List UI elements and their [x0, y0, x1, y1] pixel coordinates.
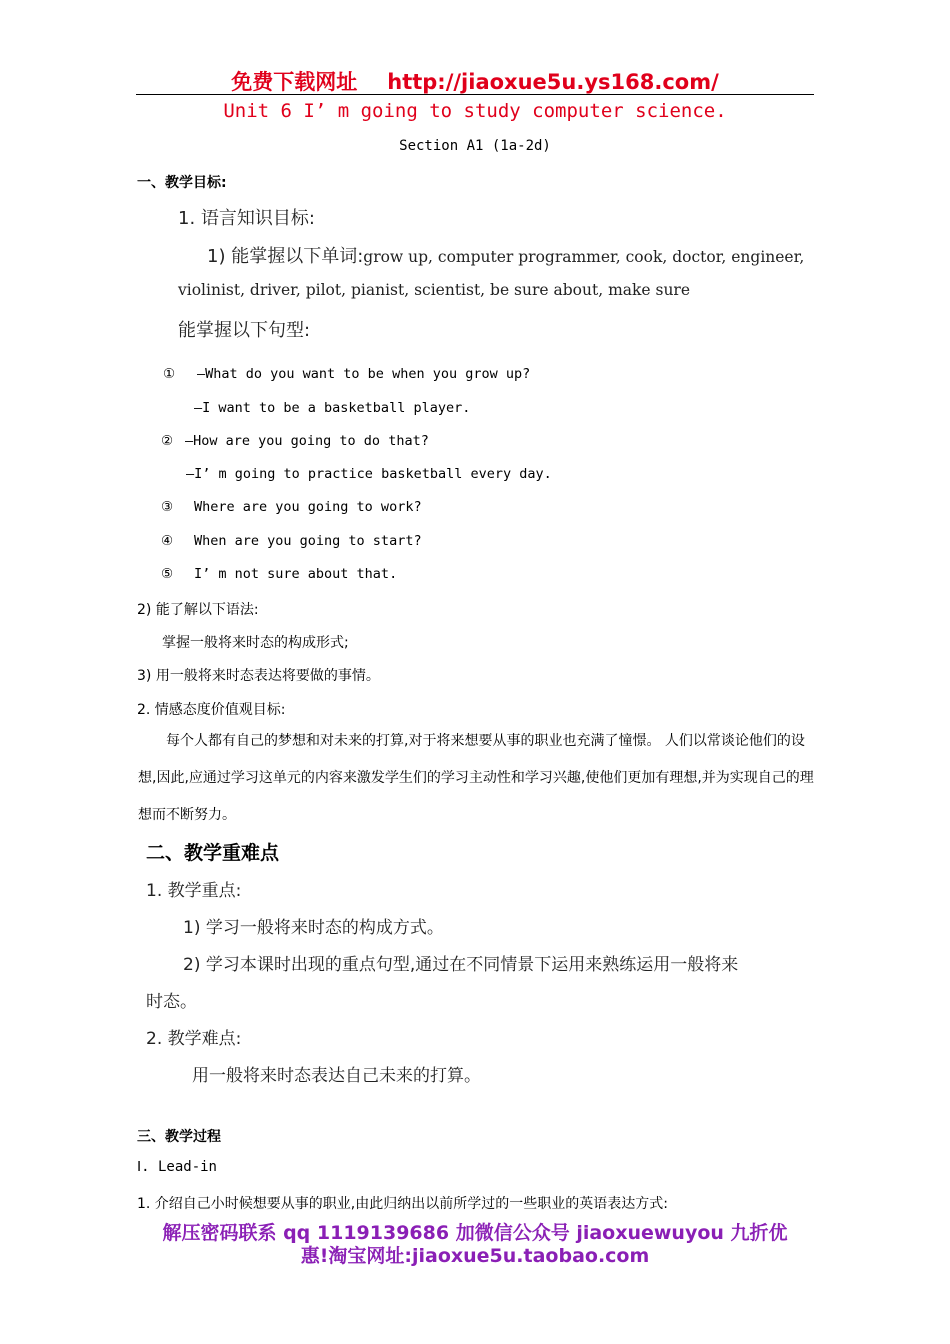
header-url-link[interactable]: http://jiaoxue5u.ys168.com/	[387, 70, 719, 94]
difficult-heading: 2. 教学难点:	[146, 1029, 242, 1049]
unit-title: Unit 6 I’ m going to study computer science.	[223, 100, 727, 122]
sentence-item: —I want to be a basketball player.	[194, 400, 471, 416]
page-header	[0, 66, 950, 96]
key-item-2: 2) 学习本课时出现的重点句型,通过在不同情景下运用来熟练运用一般将来	[183, 955, 739, 975]
key-heading: 1. 教学重点:	[146, 881, 242, 901]
part1-heading: 一、教学目标:	[137, 175, 227, 191]
words-intro: 1) 能掌握以下单词:grow up, computer programmer, cook, doctor, engineer,	[207, 246, 805, 267]
part2-heading: 二、教学重难点	[146, 842, 280, 864]
sentence-item: —I’ m going to practice basketball every day.	[186, 466, 552, 482]
lang-goal-heading: 1. 语言知识目标:	[178, 208, 315, 229]
sentences-intro: 能掌握以下句型:	[178, 320, 311, 341]
section-label: Section A1 (1a-2d)	[399, 138, 551, 154]
header-label: 免费下载网址	[231, 70, 358, 94]
emotion-paragraph: 每个人都有自己的梦想和对未来的打算,对于将来想要从事的职业也充满了憧憬。 人们以常谈论他们的设想,因此,应通过学习这单元的内容来激发学生们的学习主动性和学习兴趣,使他们更加有理想,并为实现自己的理想而不断努力。	[138, 733, 814, 823]
emotion-heading: 2. 情感态度价值观目标:	[137, 702, 286, 718]
words-line1: grow up, computer programmer, cook, doctor, engineer,	[363, 248, 805, 266]
difficult-item: 用一般将来时态表达自己未来的打算。	[192, 1066, 481, 1086]
words-line2: violinist, driver, pilot, pianist, scientist, be sure about, make sure	[178, 281, 691, 299]
sentence-item: ④ When are you going to start?	[161, 533, 422, 549]
step1-text: 1. 介绍自己小时候想要从事的职业,由此归纳出以前所学过的一些职业的英语表达方式:	[137, 1196, 668, 1212]
leadin-heading: Ⅰ. Lead-in	[137, 1159, 217, 1175]
item3: 3) 用一般将来时态表达将要做的事情。	[137, 668, 380, 684]
part3-heading: 三、教学过程	[137, 1129, 221, 1145]
key-item-1: 1) 学习一般将来时态的构成方式。	[183, 918, 444, 938]
sentence-item: ① —What do you want to be when you grow up?	[163, 366, 531, 382]
footer-line2: 惠!淘宝网址:jiaoxue5u.taobao.com	[300, 1245, 650, 1267]
sentence-item: ② —How are you going to do that?	[161, 433, 429, 449]
key-item-2-cont: 时态。	[146, 992, 197, 1012]
sentence-item: ③ Where are you going to work?	[161, 499, 422, 515]
footer-line1: 解压密码联系 qq 1119139686 加微信公众号 jiaoxuewuyou 九折优	[162, 1222, 788, 1244]
grammar-heading: 2) 能了解以下语法:	[137, 602, 259, 618]
grammar-item: 掌握一般将来时态的构成形式;	[162, 635, 349, 651]
sentence-item: ⑤ I’ m not sure about that.	[161, 566, 398, 582]
header-rule	[136, 94, 814, 95]
